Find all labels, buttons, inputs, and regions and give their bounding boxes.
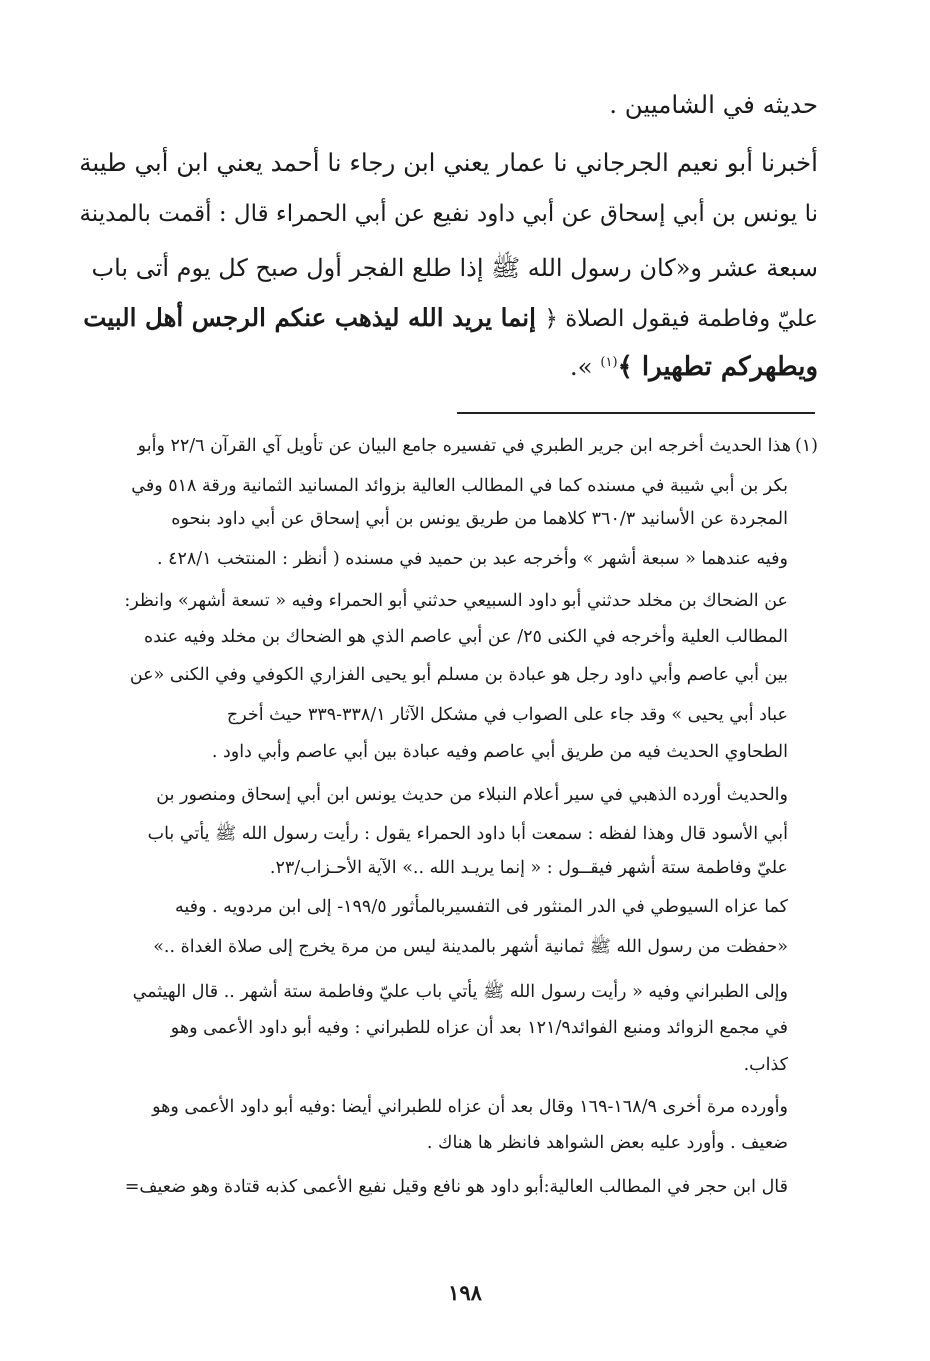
footnote-line-11: أبي الأسود قال وهذا لفظه : سمعت أبا داود الحمراء يقول : رأيت رسول الله ﷺ يأتي باب bbox=[147, 824, 788, 844]
footnote-line-10: والحديث أورده الذهبي في سير أعلام النبلاء من حديث يونس ابن أبي إسحاق ومنصور بن bbox=[156, 785, 788, 805]
footnote-line-9: الطحاوي الحديث فيه من طريق أبي عاصم وفيه عبادة بين أبي عاصم وأبي داود . bbox=[211, 742, 788, 762]
footnote-line-5: عن الضحاك بن مخلد حدثني أبو داود السبيعي حدثني أبو الحمراء وفيه « تسعة أشهر» وانظر: bbox=[124, 591, 788, 611]
footnote-line-7: بين أبي عاصم وأبي داود رجل هو عبادة بن مسلم أبو يحيى الفزاري الكوفي وفي الكنى «عن bbox=[129, 665, 788, 685]
footnote-line-12: عليّ وفاطمة ستة أشهر فيقــول : « إنما يريـد الله ..» الآية الأحـزاب/٢٣. bbox=[269, 858, 788, 878]
main-line-6-end: ». bbox=[569, 352, 601, 381]
quran-verse-part-1: إنما يريد الله ليذهب عنكم الرجس أهل البيت bbox=[83, 303, 545, 332]
footnote-number: (١) bbox=[794, 436, 818, 456]
footnote-line-19: ضعيف . وأورد عليه بعض الشواهد فانظر ها هناك . bbox=[426, 1133, 788, 1153]
footnote-ref[interactable]: (١) bbox=[600, 354, 618, 370]
footnote-line-18: وأورده مرة أخرى ١٦٨/٩-١٦٩ وقال بعد أن عزاه للطبراني أيضا :وفيه أبو داود الأعمى وهو bbox=[152, 1097, 788, 1117]
main-line-5 bbox=[83, 303, 818, 332]
footnote-line-14: «حفظت من رسول الله ﷺ ثمانية أشهر بالمدينة ليس من مرة يخرج إلى صلاة الغداة ..» bbox=[153, 937, 788, 957]
footnote-line-3: المجردة عن الأسانيد ٣٦٠/٣ كلاهما من طريق يونس بن أبي إسحاق عن أبي داود بنحوه bbox=[171, 509, 788, 529]
main-line-1: حديثه في الشاميين . bbox=[609, 90, 818, 119]
footnote-line-15: وإلى الطبراني وفيه « رأيت رسول الله ﷺ يأتي باب عليّ وفاطمة ستة أشهر .. قال الهيثمي bbox=[132, 982, 788, 1002]
footnote-line-6: المطالب العلية وأخرجه في الكنى ٢٥/ عن أبي عاصم الذي هو الضحاك بن مخلد وفيه عنده bbox=[144, 627, 788, 647]
footnote-line-1-text: هذا الحديث أخرجه ابن جرير الطبري في تفسيره جامع البيان عن تأويل آي القرآن ٢٢/٦ وأبو bbox=[137, 436, 791, 456]
main-line-4: سبعة عشر و«كان رسول الله ﷺ إذا طلع الفجر أول صبح كل يوم أتى باب bbox=[91, 254, 818, 282]
main-line-5-plain: عليّ وفاطمة فيقول الصلاة ﴿ bbox=[544, 306, 818, 332]
main-line-3: نا يونس بن أبي إسحاق عن أبي داود نفيع عن أبي الحمراء قال : أقمت بالمدينة bbox=[79, 201, 818, 227]
footnote-line-8: عباد أبي يحيى » وقد جاء على الصواب في مشكل الآثار ٣٣٨/١-٣٣٩ حيث أخرج bbox=[226, 705, 788, 725]
main-line-2: أخبرنا أبو نعيم الجرجاني نا عمار يعني ابن رجاء نا أحمد يعني ابن أبي طيبة bbox=[79, 148, 818, 177]
footnote-line-17: كذاب. bbox=[743, 1055, 788, 1075]
main-line-6 bbox=[570, 352, 818, 382]
footnote-line-13: كما عزاه السيوطي في الدر المنثور فى التفسيربالمأثور ١٩٩/٥- إلى ابن مردويه . وفيه bbox=[174, 897, 788, 917]
page-number: ١٩٨ bbox=[448, 1280, 482, 1305]
footnote-line-20: قال ابن حجر في المطالب العالية:أبو داود هو نافع وقيل نفيع الأعمى كذبه قتادة وهو ضعيف= bbox=[124, 1177, 788, 1197]
footnote-line-4: وفيه عندهما « سبعة أشهر » وأخرجه عبد بن حميد في مسنده ( أنظر : المنتخب ٤٢٨/١ . bbox=[156, 549, 788, 569]
footnote-separator bbox=[457, 412, 815, 414]
footnote-line-1 bbox=[138, 436, 818, 456]
footnote-line-2: بكر بن أبي شيبة في مسنده كما في المطالب العالية بزوائد المسانيد الثمانية ورقة ٥١٨ وفي bbox=[131, 476, 788, 496]
footnote-line-16: في مجمع الزوائد ومنبع الفوائد١٢١/٩ بعد أن عزاه للطبراني : وفيه أبو داود الأعمى وهو bbox=[170, 1018, 788, 1038]
quran-verse-part-2: ويطهركم تطهيرا ﴾ bbox=[617, 352, 818, 382]
